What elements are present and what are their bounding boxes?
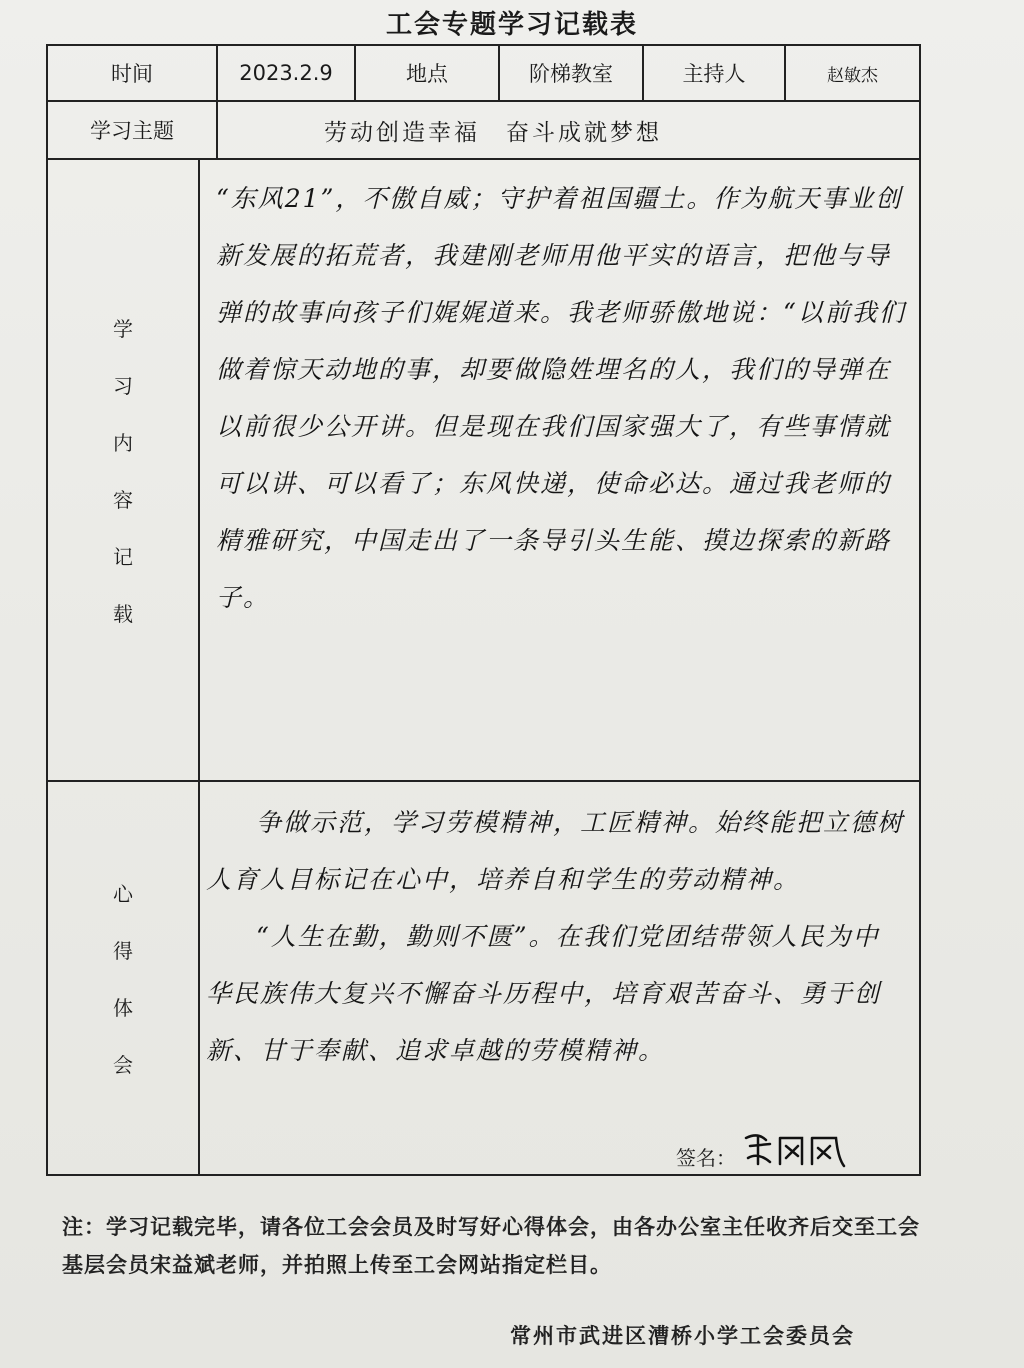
record-table bbox=[46, 44, 921, 1176]
host-value: 赵敏杰 bbox=[827, 65, 878, 86]
content-label-char: 容 bbox=[113, 488, 133, 512]
place-label: 地点 bbox=[406, 62, 448, 86]
host-label: 主持人 bbox=[682, 62, 746, 86]
reflection-paragraph-2: “人生在勤，勤则不匮”。在我们党团结带领人民为中华民族伟大复兴不懈奋斗历程中，培育艰苦奋斗、勇于创新、甘于奉献、追求卓越的劳模精神。 bbox=[206, 922, 882, 1065]
page-title: 工会专题学习记载表 bbox=[385, 10, 638, 40]
theme-value: 劳动创造幸福 奋斗成就梦想 bbox=[324, 119, 662, 146]
signature-label: 签名： bbox=[676, 1146, 736, 1170]
theme-label: 学习主题 bbox=[90, 119, 174, 143]
reflection-label-char: 会 bbox=[113, 1053, 133, 1077]
reflection-label-char: 得 bbox=[113, 939, 133, 963]
content-label bbox=[48, 160, 198, 780]
content-label-char: 记 bbox=[113, 545, 133, 569]
reflection-paragraph-1: 争做示范，学习劳模精神，工匠精神。始终能把立德树人育人目标记在心中，培养自和学生的劳动精神。 bbox=[206, 808, 905, 894]
reflection-label-char: 体 bbox=[113, 996, 133, 1020]
reflection-label-char: 心 bbox=[113, 882, 133, 906]
content-label-char: 内 bbox=[113, 431, 133, 455]
footer-note: 注：学习记载完毕，请各位工会会员及时写好心得体会，由各办公室主任收齐后交至工会基层会员宋益斌老师，并拍照上传至工会网站指定栏目。 bbox=[62, 1215, 920, 1277]
place-value: 阶梯教室 bbox=[529, 62, 613, 86]
time-label: 时间 bbox=[111, 62, 153, 86]
content-label-char: 载 bbox=[113, 602, 133, 626]
reflection-label bbox=[48, 782, 198, 1174]
content-label-char: 学 bbox=[113, 317, 133, 341]
content-handwriting: “东风21”，不傲自威；守护着祖国疆土。作为航天事业创新发展的拓荒者，我建刚老师用他平实的语言，把他与导弹的故事向孩子们娓娓道来。我老师骄傲地说：“以前我们做着惊天动地的事，却要做隐姓埋名的人，我们的导弹在以前很少公开讲。但是现在我们国家强大了，有些事情就可以讲、可以看了；东风快递，使命必达。通过我老师的精雅研究，中国走出了一条导引头生能、摸边探索的新路子。 bbox=[216, 184, 906, 612]
issuing-organization: 常州市武进区漕桥小学工会委员会 bbox=[510, 1324, 855, 1348]
signature-mark bbox=[740, 1128, 850, 1172]
column-divider bbox=[198, 158, 200, 1174]
time-value: 2023.2.9 bbox=[239, 61, 333, 85]
content-label-char: 习 bbox=[113, 374, 133, 398]
